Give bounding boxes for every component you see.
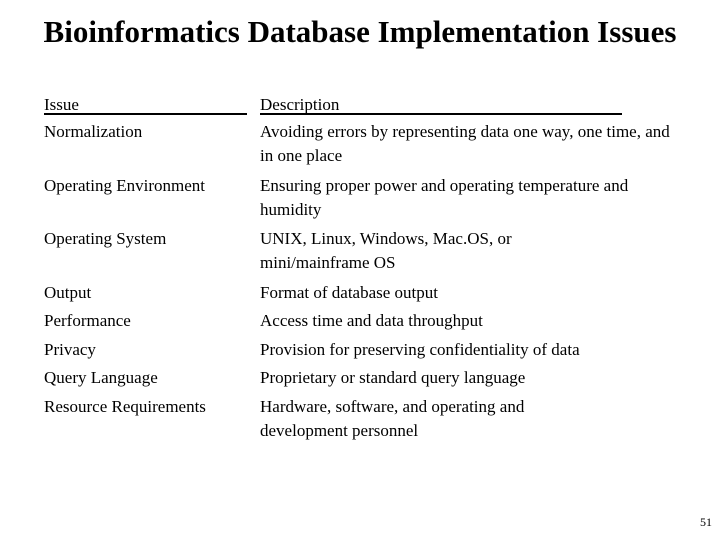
slide-title: Bioinformatics Database Implementation Issues [43, 14, 677, 49]
page-number: 51 [700, 515, 712, 529]
description-cell: UNIX, Linux, Windows, Mac.OS, or mini/mainframe OS [260, 229, 512, 272]
description-cell: Ensuring proper power and operating temperature and humidity [260, 176, 629, 219]
description-cell: Proprietary or standard query language [260, 368, 526, 387]
description-cell: Provision for preserving confidentiality of data [260, 340, 580, 359]
issue-cell: Performance [44, 311, 131, 330]
issue-cell: Query Language [44, 368, 158, 387]
description-cell: Hardware, software, and operating and development personnel [260, 397, 525, 440]
issue-cell: Privacy [44, 340, 96, 359]
issue-cell: Normalization [44, 122, 143, 141]
issue-cell: Operating Environment [44, 176, 205, 195]
description-cell: Format of database output [260, 283, 438, 302]
table-header [0, 93, 720, 117]
description-column-header: Description [260, 93, 622, 115]
description-cell: Avoiding errors by representing data one way, one time, and in one place [260, 122, 670, 165]
issue-column-header: Issue [44, 93, 247, 115]
issue-cell: Output [44, 283, 92, 302]
issue-cell: Resource Requirements [44, 397, 206, 416]
issue-cell: Operating System [44, 229, 167, 248]
description-cell: Access time and data throughput [260, 311, 483, 330]
